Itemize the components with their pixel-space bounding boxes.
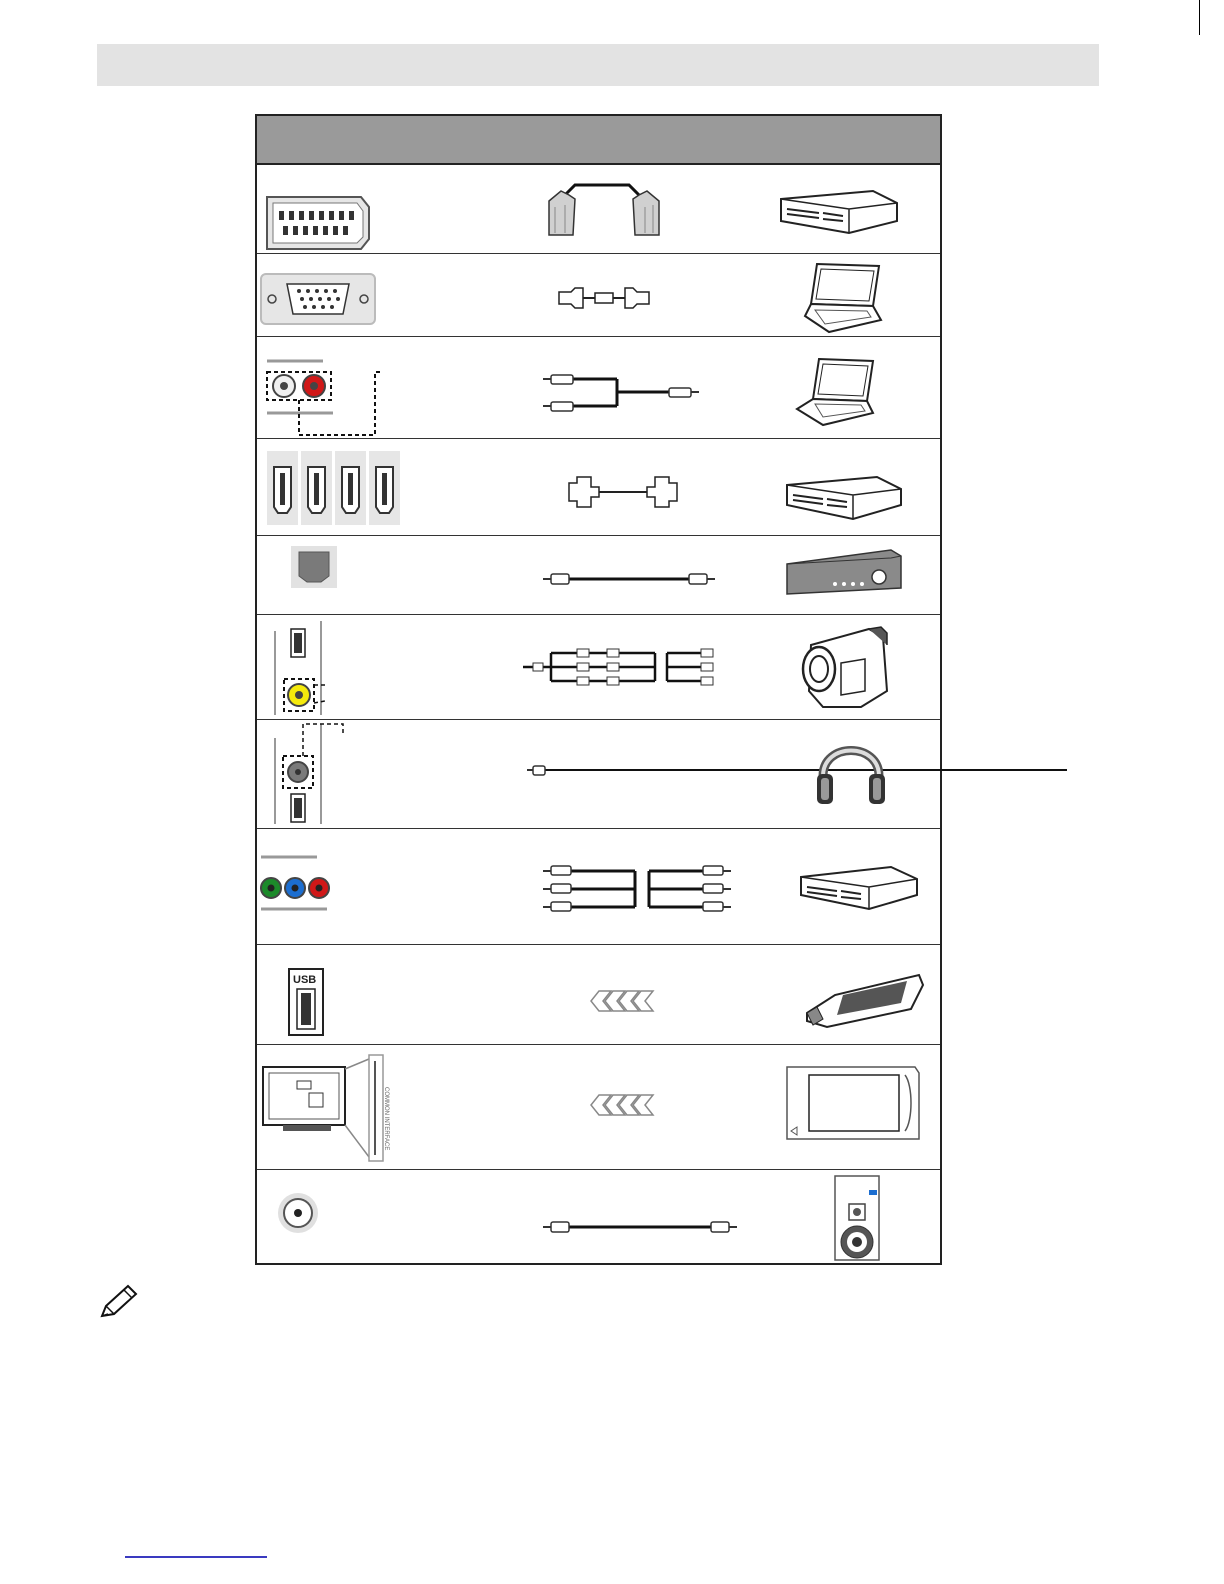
connection-row-pc-audio bbox=[257, 337, 940, 439]
connection-row-hdmi bbox=[257, 439, 940, 536]
camcorder-icon bbox=[757, 615, 942, 719]
component-connector-icon bbox=[257, 829, 507, 944]
optical-connector-icon bbox=[257, 536, 507, 614]
connection-row-ypbpr bbox=[257, 829, 940, 945]
audio-lr-connector-icon bbox=[257, 337, 507, 438]
speaker-icon bbox=[757, 1170, 942, 1266]
laptop-icon bbox=[757, 337, 942, 438]
pencil-note-icon bbox=[98, 1284, 138, 1320]
connection-row-headphone bbox=[257, 720, 940, 829]
usb-stick-icon bbox=[757, 945, 942, 1044]
headphone-jack-icon bbox=[257, 720, 507, 828]
spdif-cable-icon bbox=[507, 536, 757, 614]
subwoofer-cable-icon bbox=[507, 1170, 757, 1266]
av-cable-icon bbox=[507, 615, 757, 719]
dvd-player-icon bbox=[757, 439, 942, 535]
dvd-player-icon bbox=[757, 163, 942, 253]
connection-row-spdif bbox=[257, 536, 940, 615]
component-cable-icon bbox=[507, 829, 757, 944]
svg-text:COMMON INTERFACE: COMMON INTERFACE bbox=[383, 1087, 389, 1151]
svg-text:USB: USB bbox=[293, 974, 317, 986]
amplifier-icon bbox=[757, 536, 942, 614]
insert-arrows-icon bbox=[507, 945, 757, 1044]
ci-slot-icon bbox=[257, 1045, 507, 1169]
dvd-player-icon bbox=[757, 829, 942, 944]
footer-link-underline[interactable] bbox=[125, 1556, 267, 1558]
connection-table bbox=[255, 114, 942, 1265]
scart-connector-icon bbox=[257, 163, 507, 253]
headphones-icon bbox=[757, 720, 942, 828]
laptop-icon bbox=[757, 254, 942, 336]
connection-row-scart bbox=[257, 163, 940, 254]
top-right-rule bbox=[1199, 0, 1200, 35]
connection-row-side-av bbox=[257, 615, 940, 720]
subwoofer-jack-icon bbox=[257, 1170, 507, 1266]
connection-row-vga bbox=[257, 254, 940, 337]
connection-row-ci bbox=[257, 1045, 940, 1170]
usb-port-icon bbox=[257, 945, 507, 1044]
insert-arrows-icon bbox=[507, 1045, 757, 1169]
connection-row-usb bbox=[257, 945, 940, 1045]
vga-cable-icon bbox=[507, 254, 757, 336]
cam-module-icon bbox=[757, 1045, 942, 1169]
connection-row-subwoofer bbox=[257, 1170, 940, 1266]
section-header-bar bbox=[97, 44, 1099, 86]
scart-cable-icon bbox=[507, 163, 757, 253]
hdmi-cable-icon bbox=[507, 439, 757, 535]
headphone-cable-icon bbox=[507, 720, 757, 828]
hdmi-connector-icon bbox=[257, 439, 507, 535]
audio-cable-icon bbox=[507, 337, 757, 438]
table-header bbox=[257, 116, 940, 165]
vga-connector-icon bbox=[257, 254, 507, 336]
side-av-connector-icon bbox=[257, 615, 507, 719]
